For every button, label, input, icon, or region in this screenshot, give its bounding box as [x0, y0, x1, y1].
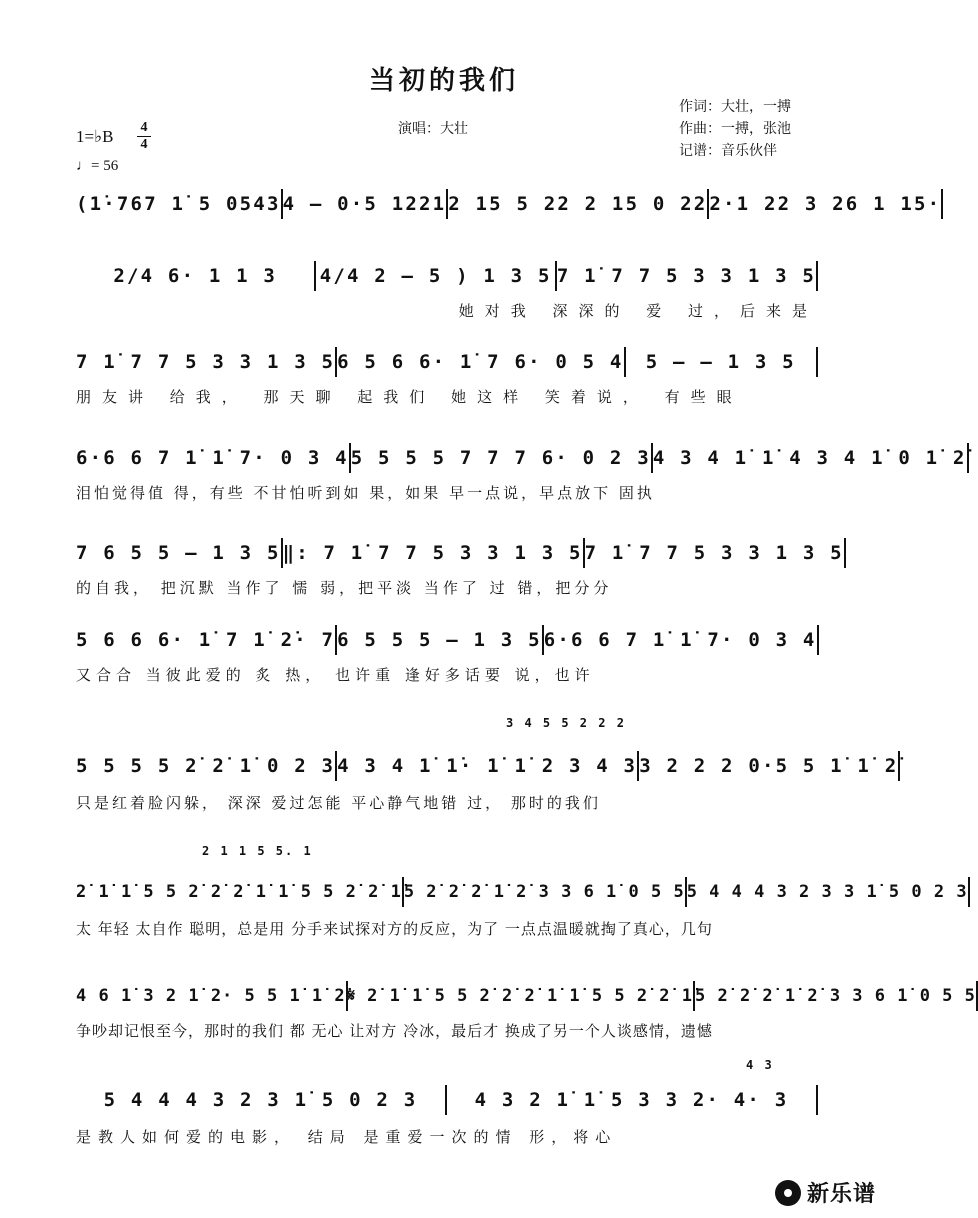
record-disc-icon [775, 1180, 801, 1206]
measure: 7 1̇ 7 7 5 3 3 1 3 5 [76, 351, 336, 373]
score-system [76, 190, 942, 230]
barline [967, 443, 969, 473]
measure: 5 2̇ 2̇ 2̇ 1̇ 2̇ 3 3 6 1̇ 0 5 5 [403, 882, 685, 902]
measure: 2 15 5 22 2 15 0 22 [448, 193, 708, 215]
grace-notes: 4 3 [746, 1058, 774, 1072]
measure: 4/4 2 – 5 ) 1 3 5 [319, 265, 552, 287]
lyrics-line: 只是红着脸闪躲， 深深 爱过怎能 平心静气地错 过， 那时的我们 [76, 794, 601, 812]
notes-line [76, 444, 967, 472]
grace-notes: 2 1 1 5 5. 1 [202, 844, 313, 858]
notes-line [76, 539, 844, 567]
grace-notes: 3 4 5 5 2 2 2 [506, 716, 626, 730]
watermark-label: 新乐谱 [806, 1182, 876, 1207]
measure: 7 6 5 5 – 1 3 5 [76, 542, 281, 564]
notes-line [76, 1086, 818, 1114]
measure: 3 2 2 2 0·5 5 1̇ 1̇ 2̇ [639, 755, 899, 777]
measure: (1̇·767 1̇ 5 0543 [76, 193, 281, 215]
key-signature: 1=♭B [76, 127, 114, 146]
measure: 7 1̇ 7 7 5 3 3 1 3 5 [556, 265, 817, 287]
tempo-marking: ♩= 56 [76, 158, 119, 174]
composer-credit: 作曲：一搏，张池 [679, 121, 791, 137]
measure: ‖: 7 1̇ 7 7 5 3 3 1 3 5 [282, 542, 583, 564]
score-system [76, 842, 968, 946]
measure: 𝄋 2̇ 1̇ 1̇ 5 5 2̇ 2̇ 2̇ 1̇ 1̇ 5 5 2̇ 2̇ 1̇ [347, 986, 693, 1006]
barline [844, 538, 846, 568]
score-system [76, 444, 967, 504]
notes-line [76, 626, 818, 654]
notes-line [76, 190, 942, 218]
measure: 4 3 2 1̇ 1̇ 5 3 3 2· 4· 3 [474, 1089, 789, 1111]
score-system [76, 262, 818, 322]
measure: 2̇ 1̇ 1̇ 5 5 2̇ 2̇ 2̇ 1̇ 1̇ 5 5 2̇ 2̇ 1̇ [76, 882, 402, 902]
lyrics-line: 争吵却记恨至今，那时的我们 都 无心 让对方 冷冰，最后才 换成了另一个人谈感情，遗憾 [76, 1022, 713, 1040]
barline [816, 347, 818, 377]
measure: 5 2̇ 2̇ 2̇ 1̇ 2̇ 3 3 6 1̇ 0 5 5 [695, 986, 976, 1006]
measure: 4 6 1̇ 3 2 1̇ 2· 5 5 1̇ 1̇ 2̇ [76, 986, 346, 1006]
lyrics-line: 太 年轻 太自作 聪明，总是用 分手来试探对方的反应，为了 一点点温暖就掏了真心，几句 [76, 920, 713, 938]
score-system [76, 539, 844, 599]
time-signature [137, 120, 151, 153]
notes-line [76, 262, 818, 290]
measure: 6·6 6 7 1̇ 1̇ 7· 0 3 4 [76, 447, 349, 469]
score-system [76, 626, 818, 686]
lyrics-line: 她对我 深深的 爱 过，后来是 [458, 302, 818, 320]
notes-line [76, 878, 968, 906]
lyrics-line: 又合合 当彼此爱的 炙 热， 也许重 逢好多话要 说，也许 [76, 666, 595, 684]
measure: 7 1̇ 7 7 5 3 3 1 3 5 [584, 542, 844, 564]
measure: 6 5 5 5 – 1 3 5 [337, 629, 542, 651]
transcriber-credit: 记谱：音乐伙伴 [679, 143, 777, 159]
measure: 2·1 22 3 26 1 15· [709, 193, 942, 215]
score-system [76, 712, 899, 816]
measure: 4 3 4 1̇ 1̇ 4 3 4 1̇ 0 1̇ 2̇ [652, 447, 967, 469]
lyrics-line: 泪怕觉得值 得，有些 不甘怕听到如 果，如果 早一点说，早点放下 固执 [76, 484, 655, 502]
watermark-logo [775, 1177, 876, 1208]
lyricist-credit: 作词：大壮，一搏 [679, 99, 791, 115]
notes-line [76, 752, 899, 780]
lyrics-line: 是教人如何爱的电影， 结局 是重爱一次的情 形，将心 [76, 1128, 618, 1146]
barline [941, 189, 943, 219]
notes-line [76, 982, 976, 1010]
barline [816, 1085, 818, 1115]
singer-credit: 演唱：大壮 [398, 121, 468, 137]
barline [816, 261, 818, 291]
score-system [76, 1058, 818, 1148]
measure: 5 4 4 4 3 2 3 1̇ 5 0 2 3 [103, 1089, 418, 1111]
measure: 4 3 4 1̇ 1̇· 1̇ 1̇ 2 3 4 3 [337, 755, 638, 777]
score-system [76, 348, 818, 408]
measure: 6 5 6 6· 1̇ 7 6· 0 5 4 [337, 351, 624, 373]
measure: 5 – – 1 3 5 [645, 351, 796, 373]
score-system [76, 982, 976, 1052]
measure: 2/4 6· 1 1 3 [113, 265, 278, 287]
song-title: 当初的我们 [368, 66, 519, 96]
time-signature-bottom: 4 [137, 136, 151, 153]
measure: 5 6 6 6· 1̇ 7 1̇ 2̇· 7 [76, 629, 336, 651]
measure: 6·6 6 7 1̇ 1̇ 7· 0 3 4 [543, 629, 817, 651]
measure: 5 5 5 5 2̇ 2̇ 1̇ 0 2 3 [76, 755, 336, 777]
measure: 4 – 0·5 1221 [282, 193, 447, 215]
notes-line [76, 348, 818, 376]
barline [968, 877, 970, 907]
time-signature-top: 4 [140, 120, 148, 135]
lyrics-line: 的自我， 把沉默 当作了 懦 弱，把平淡 当作了 过 错，把分分 [76, 579, 613, 597]
barline [817, 625, 819, 655]
barline [898, 751, 900, 781]
measure: 5 5 5 5 7 7 7 6· 0 2 3 [350, 447, 651, 469]
measure: 5 4 4 4 3 2 3 3 1̇ 5 0 2 3 [686, 882, 968, 902]
lyrics-line: 朋友讲 给我， 那天聊 起我们 她这样 笑着说， 有些眼 [76, 388, 743, 406]
